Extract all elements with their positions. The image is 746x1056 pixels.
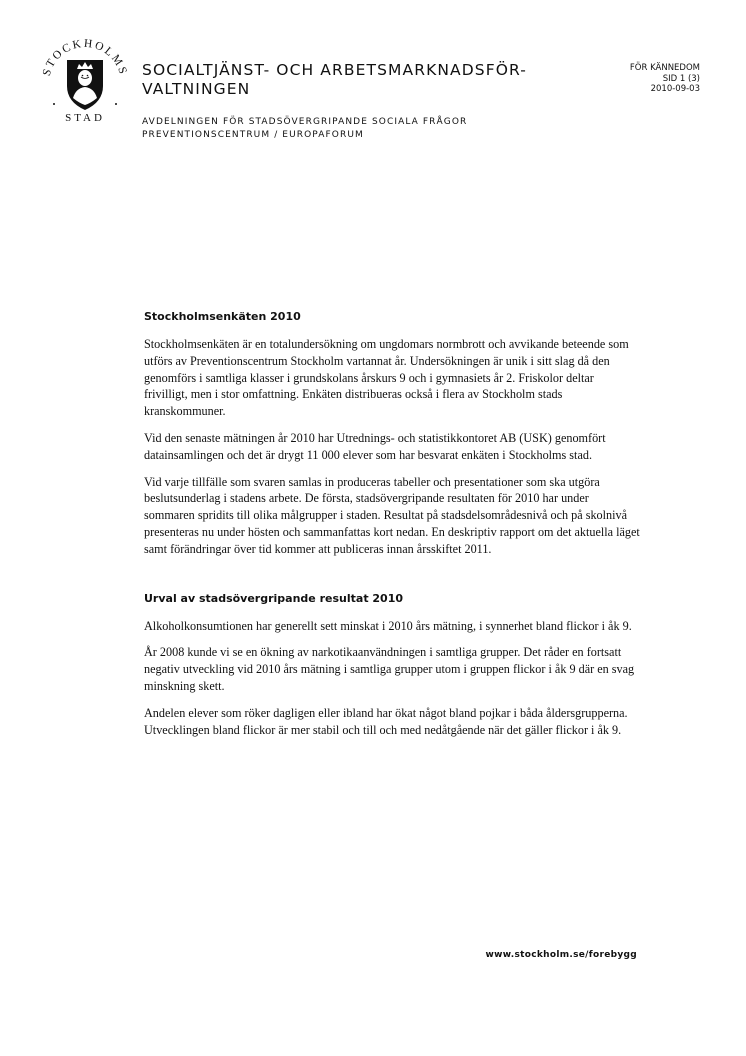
- classification: FÖR KÄNNEDOM: [629, 63, 700, 73]
- stockholms-stad-logo: [40, 36, 130, 126]
- document-meta: [630, 63, 700, 95]
- page-number: SID 1 (3): [662, 73, 700, 84]
- paragraph: Andelen elever som röker dagligen eller ibland har ökat något bland pojkar i båda åldersgrupperna. Utvecklingen bland flickor är mer stabil och till och med nedåtgående när det gäller flickor i åk 9.: [144, 705, 628, 737]
- paragraph: Vid den senaste mätningen år 2010 har Utrednings- och statistikkontoret AB (USK) genomfört datainsamlingen och det är drygt 11 000 elever som har besvarat enkäten i Stockholms stad.: [144, 430, 606, 462]
- department-line2: PREVENTIONSCENTRUM / EUROPAFORUM: [142, 129, 364, 140]
- document-body: [144, 310, 640, 748]
- document-date: 2010-09-03: [650, 84, 700, 94]
- org-name-line2: VALTNINGEN: [142, 80, 251, 98]
- department-line1: AVDELNINGEN FÖR STADSÖVERGRIPANDE SOCIALA FRÅGOR: [142, 117, 468, 127]
- paragraph: Alkoholkonsumtionen har generellt sett minskat i 2010 års mätning, i synnerhet bland flickor i åk 9.: [144, 618, 632, 633]
- department: [142, 116, 467, 141]
- org-name: [142, 61, 527, 99]
- paragraph: År 2008 kunde vi se en ökning av narkotikaanvändningen i samtliga grupper. Det råder en fortsatt negativ utveckling vid 2010 års mätning i samtliga grupper utom i gruppen flickor i åk 9 där en svag minskning skett.: [144, 645, 635, 693]
- org-name-line1: SOCIALTJÄNST- OCH ARBETSMARKNADSFÖR-: [142, 61, 527, 79]
- logo-arc-text: STOCKHOLMS: [40, 37, 130, 78]
- section-heading-urval: Urval av stadsövergripande resultat 2010: [144, 591, 404, 605]
- paragraph: Vid varje tillfälle som svaren samlas in produceras tabeller och presentationer som ska utgöra beslutsunderlag i stadens arbete. De första, stadsövergripande resultaten för 2010 har under sommaren spridits till olika målgrupper i staden. Resultat på stadsdelsområdesnivå och på skolnivå presenteras nu under hösten och sammanfattas kort nedan. En deskriptiv rapport om det aktuella läget samt förändringar över tid kommer att publiceras innan årsskiftet 2011.: [144, 474, 640, 556]
- section-heading-stockholmsenkaten: Stockholmsenkäten 2010: [144, 310, 301, 323]
- footer-url[interactable]: www.stockholm.se/forebygg: [485, 950, 637, 960]
- paragraph: Stockholmsenkäten är en totalundersökning om ungdomars normbrott och avvikande beteende som utförs av Preventionscentrum Stockholm vartannat år. Undersökningen är unik i sitt slag då den genomförs i samtliga klasser i grundskolans årskurs 9 och i gymnasiets år 2. Friskolor deltar frivilligt, men i stor omfattning. Enkäten distribueras också i flera av Stockholm stads kranskommuner.: [144, 337, 629, 419]
- logo-bottom-text: STAD: [65, 112, 105, 124]
